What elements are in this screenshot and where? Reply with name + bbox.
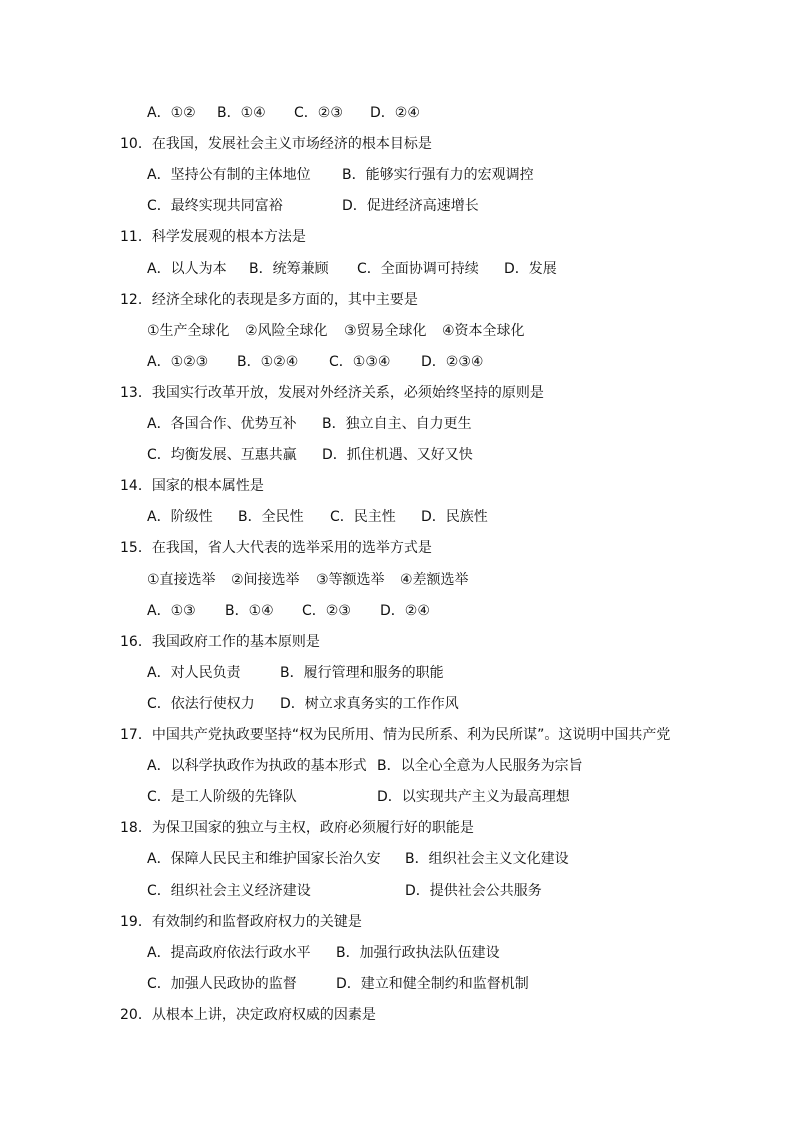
answer-option: ③贸易全球化 — [344, 323, 427, 339]
option-row — [0, 849, 794, 869]
question-stem: 16．我国政府工作的基本原则是 — [120, 634, 320, 650]
option-row — [0, 414, 794, 434]
answer-option: B．以全心全意为人民服务为宗旨 — [377, 758, 583, 774]
answer-option: A．各国合作、优势互补 — [147, 416, 297, 432]
option-row — [0, 601, 794, 621]
question-stem: 10．在我国，发展社会主义市场经济的根本目标是 — [120, 136, 432, 152]
answer-option: A．坚持公有制的主体地位 — [147, 167, 311, 183]
answer-option: C．②③ — [302, 603, 351, 619]
answer-option: C．依法行使权力 — [147, 696, 255, 712]
answer-option: D．发展 — [504, 261, 557, 277]
answer-option: ②风险全球化 — [245, 323, 328, 339]
question-stem: 14．国家的根本属性是 — [120, 478, 264, 494]
option-row — [0, 103, 794, 123]
option-row — [0, 196, 794, 216]
answer-option: D．抓住机遇、又好又快 — [322, 447, 473, 463]
answer-option: ③等额选举 — [316, 572, 385, 588]
option-row — [0, 259, 794, 279]
answer-option: ①直接选举 — [147, 572, 216, 588]
option-row — [0, 445, 794, 465]
answer-option: C．是工人阶级的先锋队 — [147, 789, 297, 805]
option-row — [0, 570, 794, 590]
answer-option: A．对人民负责 — [147, 665, 241, 681]
question-stem: 17．中国共产党执政要坚持“权为民所用、情为民所系、利为民所谋”。这说明中国共产党 — [120, 727, 671, 743]
option-row — [0, 663, 794, 683]
answer-option: D．以实现共产主义为最高理想 — [377, 789, 570, 805]
answer-option: A．阶级性 — [147, 509, 213, 525]
answer-option: B．履行管理和服务的职能 — [280, 665, 444, 681]
option-row — [0, 756, 794, 776]
answer-option: B．能够实行强有力的宏观调控 — [342, 167, 534, 183]
answer-option: B．①④ — [217, 105, 266, 121]
answer-option: D．②③④ — [421, 354, 484, 370]
answer-option: B．加强行政执法队伍建设 — [336, 945, 500, 961]
answer-option: C．全面协调可持续 — [357, 261, 479, 277]
answer-option: A．①③ — [147, 603, 196, 619]
answer-option: C．组织社会主义经济建设 — [147, 883, 311, 899]
question-stem: 15．在我国，省人大代表的选举采用的选举方式是 — [120, 540, 432, 556]
answer-option: ④资本全球化 — [442, 323, 525, 339]
answer-option: D．②④ — [370, 105, 420, 121]
answer-option: C．民主性 — [330, 509, 396, 525]
answer-option: B．独立自主、自力更生 — [322, 416, 472, 432]
option-row — [0, 943, 794, 963]
answer-option: B．①④ — [225, 603, 274, 619]
option-row — [0, 165, 794, 185]
answer-option: C．均衡发展、互惠共赢 — [147, 447, 297, 463]
answer-option: A．①②③ — [147, 354, 209, 370]
option-row — [0, 352, 794, 372]
answer-option: B．全民性 — [238, 509, 304, 525]
answer-option: C．加强人民政协的监督 — [147, 976, 297, 992]
option-row — [0, 787, 794, 807]
answer-option: D．民族性 — [421, 509, 488, 525]
answer-option: A．以人为本 — [147, 261, 227, 277]
answer-option: D．促进经济高速增长 — [342, 198, 479, 214]
answer-option: ②间接选举 — [231, 572, 300, 588]
answer-option: B．组织社会主义文化建设 — [405, 851, 569, 867]
question-stem: 12．经济全球化的表现是多方面的，其中主要是 — [120, 292, 418, 308]
option-row — [0, 974, 794, 994]
answer-option: D．树立求真务实的工作作风 — [280, 696, 459, 712]
answer-option: D．②④ — [380, 603, 430, 619]
option-row — [0, 507, 794, 527]
answer-option: C．①③④ — [329, 354, 391, 370]
answer-option: D．建立和健全制约和监督机制 — [336, 976, 529, 992]
answer-option: B．统筹兼顾 — [249, 261, 329, 277]
answer-option: A．以科学执政作为执政的基本形式 — [147, 758, 367, 774]
question-stem: 18．为保卫国家的独立与主权，政府必须履行好的职能是 — [120, 820, 474, 836]
answer-option: ④差额选举 — [400, 572, 469, 588]
answer-option: A．①② — [147, 105, 196, 121]
answer-option: C．最终实现共同富裕 — [147, 198, 283, 214]
answer-option: A．保障人民民主和维护国家长治久安 — [147, 851, 381, 867]
question-stem: 20．从根本上讲，决定政府权威的因素是 — [120, 1007, 376, 1023]
answer-option: C．②③ — [294, 105, 343, 121]
option-row — [0, 694, 794, 714]
answer-option: A．提高政府依法行政水平 — [147, 945, 311, 961]
answer-option: D．提供社会公共服务 — [405, 883, 542, 899]
question-stem: 19．有效制约和监督政府权力的关键是 — [120, 914, 362, 930]
answer-option: B．①②④ — [237, 354, 299, 370]
option-row — [0, 321, 794, 341]
answer-option: ①生产全球化 — [147, 323, 230, 339]
option-row — [0, 881, 794, 901]
question-stem: 11．科学发展观的根本方法是 — [120, 229, 306, 245]
question-stem: 13．我国实行改革开放，发展对外经济关系，必须始终坚持的原则是 — [120, 385, 544, 401]
